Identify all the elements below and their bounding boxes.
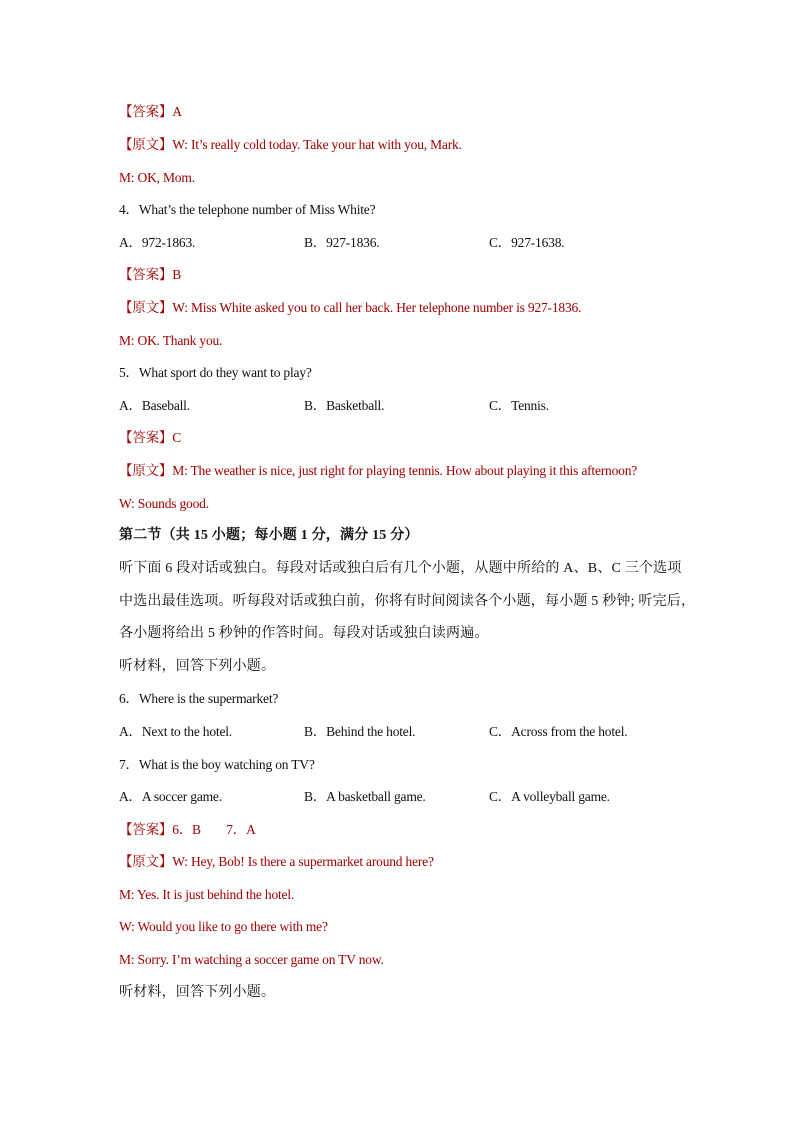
answer-label: 【答案】 — [119, 822, 173, 837]
answer-label: 【答案】 — [119, 104, 173, 119]
answer-line-6-7 — [119, 821, 256, 839]
instruction-line-2: 中选出最佳选项。听每段对话或独白前，你将有时间阅读各个小题，每小题 5 秒钟; 听完后， — [119, 594, 696, 609]
original-line-3 — [119, 136, 462, 154]
original-text: M: The weather is nice, just right for playing tennis. How about playing it this afternoon? — [172, 463, 638, 478]
dialog-line: M: Yes. It is just behind the hotel. — [119, 887, 295, 902]
answer-value: B — [172, 267, 182, 282]
option-a: A．Baseball. — [119, 398, 190, 413]
original-label: 【原文】 — [119, 463, 173, 478]
original-label: 【原文】 — [119, 300, 173, 315]
option-a: A．A soccer game. — [119, 789, 222, 804]
original-text: W: It’s really cold today. Take your hat with you, Mark. — [172, 137, 462, 152]
answer-line-5 — [119, 429, 181, 447]
question-7: 7．What is the boy watching on TV? — [119, 757, 315, 772]
answer-line-4 — [119, 266, 181, 284]
original-label: 【原文】 — [119, 854, 173, 869]
listen-prompt-2: 听材料，回答下列小题。 — [119, 985, 276, 1000]
option-c: C．Tennis. — [489, 398, 549, 413]
answer-label: 【答案】 — [119, 430, 173, 445]
answer-label: 【答案】 — [119, 267, 173, 282]
option-b: B．927-1836. — [304, 235, 380, 250]
answer-value: A — [172, 104, 182, 119]
question-4: 4．What’s the telephone number of Miss White? — [119, 202, 376, 217]
original-label: 【原文】 — [119, 137, 173, 152]
option-b: B．Behind the hotel. — [304, 724, 416, 739]
original-line-4 — [119, 299, 581, 317]
original-text: W: Hey, Bob! Is there a supermarket around here? — [172, 854, 434, 869]
dialog-reply-4: M: OK. Thank you. — [119, 333, 223, 348]
instruction-line-1: 听下面 6 段对话或独白。每段对话或独白后有几个小题，从题中所给的 A、B、C 三个选项 — [119, 561, 682, 576]
instruction-line-3: 各小题将给出 5 秒钟的作答时间。每段对话或独白读两遍。 — [119, 626, 489, 641]
option-a: A．972-1863. — [119, 235, 196, 250]
original-line-6-7 — [119, 853, 434, 871]
answer-line-3 — [119, 103, 182, 121]
option-a: A．Next to the hotel. — [119, 724, 232, 739]
dialog-reply-3: M: OK, Mom. — [119, 170, 195, 185]
original-text: W: Miss White asked you to call her back. Her telephone number is 927-1836. — [172, 300, 582, 315]
question-6: 6．Where is the supermarket? — [119, 691, 279, 706]
dialog-reply-5: W: Sounds good. — [119, 496, 209, 511]
option-c: C．Across from the hotel. — [489, 724, 628, 739]
answer-value: C — [172, 430, 182, 445]
option-b: B．A basketball game. — [304, 789, 426, 804]
question-5: 5．What sport do they want to play? — [119, 365, 312, 380]
option-c: C．927-1638. — [489, 235, 565, 250]
dialog-line: M: Sorry. I’m watching a soccer game on TV now. — [119, 952, 384, 967]
answer-value: 6．B 7．A — [172, 822, 256, 837]
option-b: B．Basketball. — [304, 398, 385, 413]
option-c: C．A volleyball game. — [489, 789, 610, 804]
section-heading: 第二节（共 15 小题；每小题 1 分，满分 15 分） — [119, 528, 419, 543]
dialog-line: W: Would you like to go there with me? — [119, 919, 328, 934]
original-line-5 — [119, 462, 637, 480]
listen-prompt: 听材料，回答下列小题。 — [119, 659, 276, 674]
